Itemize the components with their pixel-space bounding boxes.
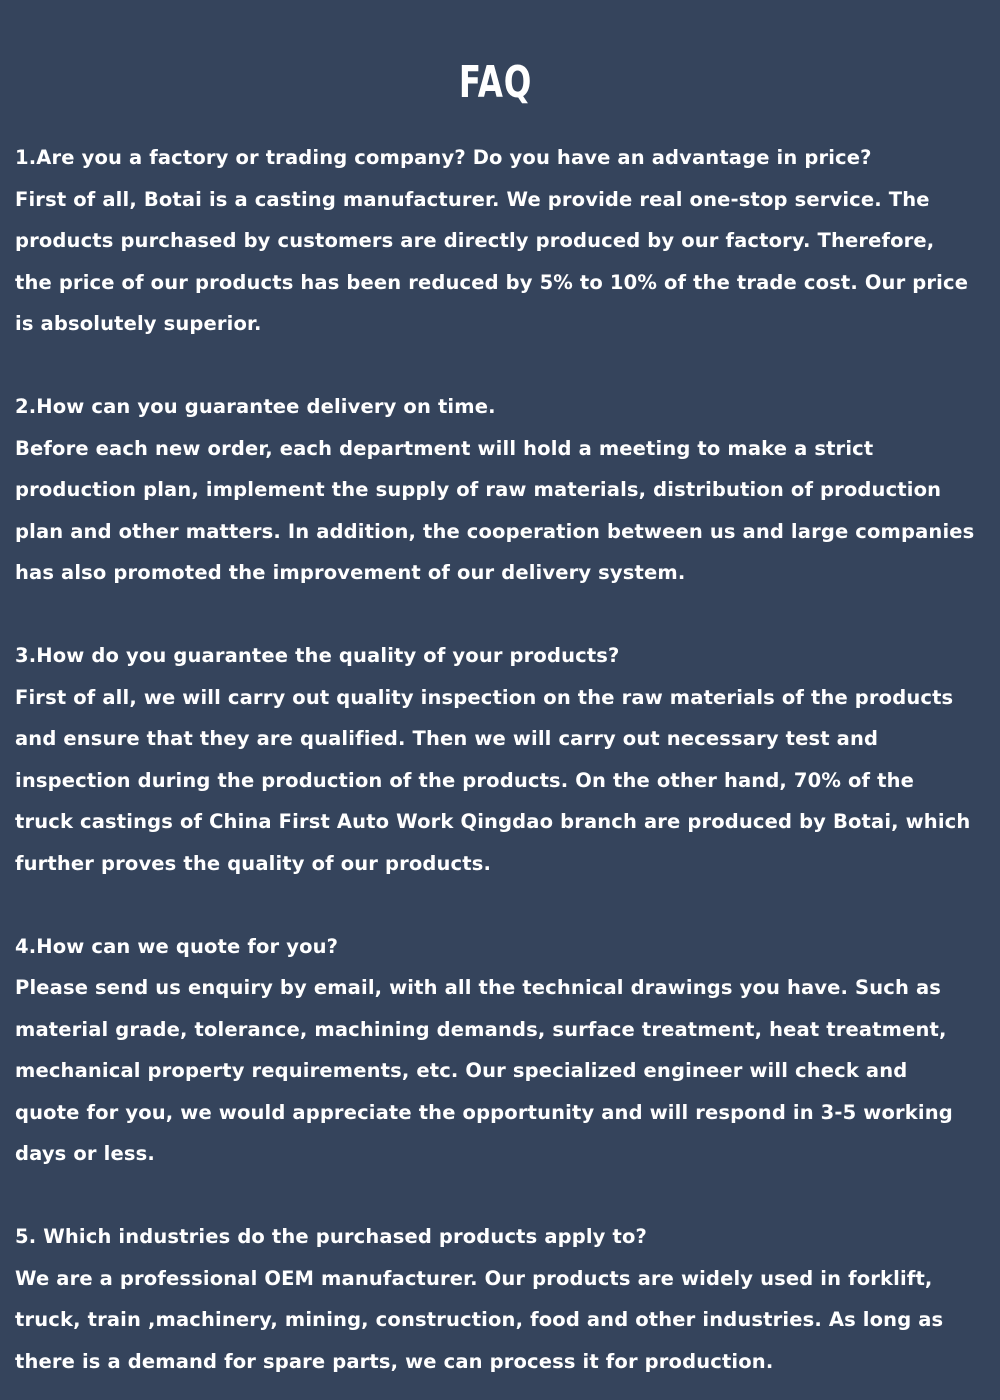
faq-item-1 xyxy=(15,137,976,345)
faq-answer-2: Before each new order, each department will hold a meeting to make a strict production plan, implement the supply of raw materials, distribution of production plan and other matters. In addition, the cooperation between us and large companies has also promoted the improvement of our delivery system. xyxy=(15,436,975,584)
faq-item-4 xyxy=(15,926,976,1175)
faq-answer-3: First of all, we will carry out quality inspection on the raw materials of the products and ensure that they are qualified. Then we will carry out necessary test and inspection during the production of the products. On the other hand, 70% of the truck castings of China First Auto Work Qingdao branch are produced by Botai, which further proves the quality of our products. xyxy=(15,685,971,875)
faq-item-3 xyxy=(15,635,976,884)
faq-list xyxy=(15,137,976,1382)
faq-answer-5: We are a professional OEM manufacturer. Our products are widely used in forklift, truck, train ,machinery, mining, construction, food and other industries. As long as there is a demand for spare parts, we can process it for production. xyxy=(15,1266,944,1373)
faq-question-3: 3.How do you guarantee the quality of your products? xyxy=(15,644,620,667)
faq-question-4: 4.How can we quote for you? xyxy=(15,934,339,958)
faq-answer-4: Please send us enquiry by email, with all the technical drawings you have. Such as material grade, tolerance, machining demands, surface treatment, heat treatment, mechanical property requirements, etc. Our specialized engineer will check and quote for you, we would appreciate the opportunity and will respond in 3-5 working days or less. xyxy=(15,976,953,1165)
page-title: FAQ xyxy=(458,57,533,108)
faq-item-2 xyxy=(15,386,976,594)
faq-question-2: 2.How can you guarantee delivery on time. xyxy=(15,395,496,418)
faq-question-5: 5. Which industries do the purchased products apply to? xyxy=(15,1225,647,1248)
faq-answer-1: First of all, Botai is a casting manufacturer. We provide real one-stop service. The products purchased by customers are directly produced by our factory. Therefore, the price of our products has been reduced by 5% to 10% of the trade cost. Our price is absolutely superior. xyxy=(15,187,969,335)
faq-question-1: 1.Are you a factory or trading company? Do you have an advantage in price? xyxy=(15,146,872,169)
faq-item-5 xyxy=(15,1216,976,1382)
